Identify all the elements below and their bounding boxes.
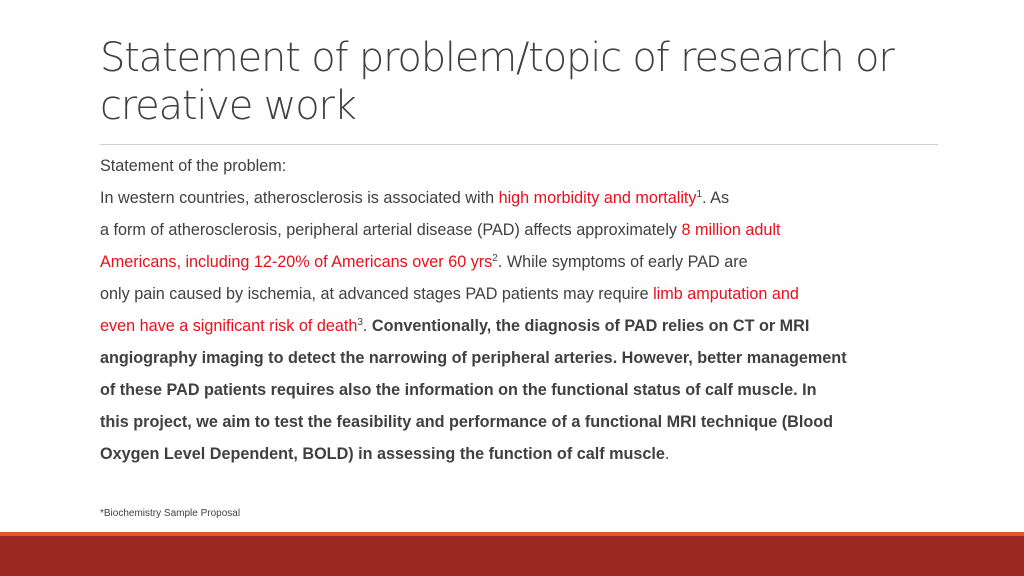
highlight-text: even have a significant risk of death (100, 317, 358, 335)
citation-ref: 1 (696, 189, 703, 200)
body-line-8: this project, we aim to test the feasibility and performance of a functional MRI technique (Blood (100, 413, 834, 431)
body-line-1 (100, 182, 950, 214)
body-line-4 (100, 278, 950, 310)
title-divider (100, 144, 938, 145)
text-run: . As (702, 189, 730, 207)
text-run: . (664, 445, 670, 463)
text-run: In western countries, atherosclerosis is associated with (100, 189, 499, 207)
highlight-text: limb amputation and (653, 285, 799, 303)
highlight-text: Americans, including 12-20% of Americans over 60 yrs (100, 253, 493, 271)
citation-ref: 2 (492, 253, 498, 264)
body-line-5 (100, 310, 950, 342)
text-run: . (362, 317, 372, 335)
slide-body (100, 150, 950, 470)
bold-text: Conventionally, the diagnosis of PAD relies on CT or MRI (371, 317, 810, 335)
body-line-2 (100, 214, 950, 246)
body-line-6: angiography imaging to detect the narrowing of peripheral arteries. However, better management (100, 349, 847, 367)
highlight-text: 8 million adult (681, 221, 781, 239)
highlight-text: high morbidity and mortality (498, 189, 697, 207)
bold-text: Oxygen Level Dependent, BOLD) in assessing the function of calf muscle (100, 445, 665, 463)
text-run: only pain caused by ischemia, at advanced stages PAD patients may require (100, 285, 654, 303)
slide-title: Statement of problem/topic of research or creative work (100, 35, 894, 129)
body-heading: Statement of the problem: (100, 157, 287, 175)
body-line-9 (100, 438, 950, 470)
body-line-3 (100, 246, 950, 278)
body-line-7: of these PAD patients requires also the information on the functional status of calf muscle. In (100, 381, 817, 399)
text-run: . While symptoms of early PAD are (497, 253, 748, 271)
text-run: a form of atherosclerosis, peripheral arterial disease (PAD) affects approximately (100, 221, 682, 239)
footnote: *Biochemistry Sample Proposal (100, 508, 241, 519)
citation-ref: 3 (357, 317, 363, 328)
footer-band (0, 536, 1024, 576)
